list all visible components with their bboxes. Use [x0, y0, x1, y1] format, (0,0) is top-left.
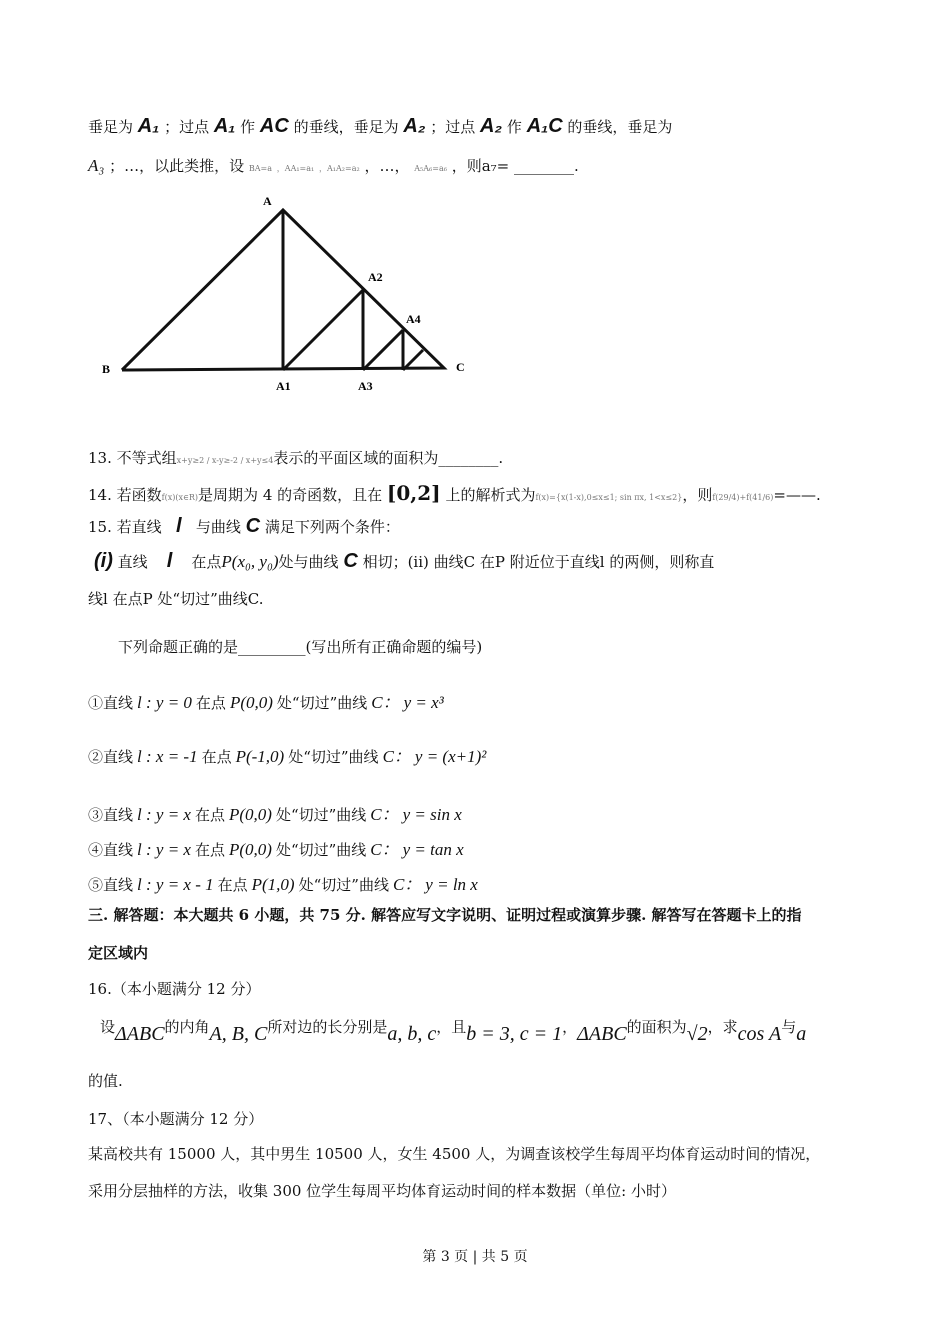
section-heading: 三. 解答题：本大题共 6 小题，共 75 分. 解答应写文字说明、证明过程或演算步骤. 解答写在答题卡上的指	[88, 906, 802, 924]
math: b = 3, c = 1	[466, 1023, 563, 1045]
math: A₁	[213, 115, 236, 137]
text: 设	[100, 1018, 116, 1036]
math-small: BA=a	[248, 164, 273, 173]
text: 直线	[117, 553, 148, 571]
text: 处“切过”曲线	[275, 841, 367, 859]
text: 处“切过”曲线	[288, 748, 379, 766]
math: A₂	[480, 115, 503, 137]
text: 的垂线，垂足为	[567, 118, 673, 136]
text: 处“切过”曲线	[275, 806, 367, 824]
text: ②直线	[88, 748, 134, 766]
text: y = x³	[403, 693, 444, 712]
page-footer: 第 3 页 | 共 5 页	[422, 1249, 528, 1265]
q15-line1	[88, 515, 400, 538]
text: y = sin x	[402, 805, 462, 824]
math: l	[175, 515, 182, 537]
label-c: C	[456, 360, 465, 374]
text: y = ln x	[425, 875, 478, 894]
text: ④直线	[88, 841, 134, 859]
math: ΔABC	[577, 1023, 627, 1045]
math: cos A	[737, 1023, 782, 1045]
math: A, B, C	[209, 1023, 268, 1045]
math-small: ，AA₁=a₁	[276, 164, 315, 173]
label-a: A	[263, 194, 272, 208]
label-a4: A4	[406, 312, 421, 326]
math: C：	[382, 747, 411, 766]
math: C	[343, 550, 358, 572]
text: 在点	[195, 694, 226, 712]
text: ③直线	[88, 806, 134, 824]
text: 的垂线，垂足为	[293, 118, 399, 136]
q15-option	[88, 800, 466, 825]
text: ；过点	[164, 118, 210, 136]
text: =——.	[773, 486, 821, 504]
text: 作	[240, 118, 256, 136]
math-small: A₅A₆=a₆	[414, 164, 447, 173]
math: AC	[259, 115, 289, 137]
math-small: ，A₁A₂=a₂	[319, 164, 360, 173]
text: 在点	[194, 806, 225, 824]
inequality-system: x+y≥2 / x-y≥-2 / x+y≤4	[176, 456, 274, 465]
math-small: f(29/4)+f(41/6)	[712, 493, 774, 502]
text: y = tan x	[402, 840, 464, 859]
text: ①直线	[88, 694, 134, 712]
triangle-figure	[80, 185, 480, 405]
q17-line1: 某高校共有 15000 人，其中男生 10500 人，女生 4500 人，为调查该校学生每周平均体育运动时间的情况，	[88, 1145, 821, 1163]
label-a1: A1	[276, 379, 291, 393]
label-b: B	[102, 362, 111, 376]
text: 处“切过”曲线	[276, 694, 368, 712]
text: 与曲线	[195, 518, 241, 536]
math: l : x = -1	[137, 747, 198, 766]
math: C：	[371, 693, 400, 712]
text: ；…，以此类推，设	[109, 157, 245, 175]
math: C：	[392, 875, 422, 894]
text: 在点	[217, 876, 248, 894]
math: P(-1,0)	[235, 747, 285, 766]
text: ，求	[707, 1018, 738, 1036]
math: A₂	[403, 115, 426, 137]
text: 所对边的长分别是	[267, 1018, 388, 1036]
q13	[88, 447, 503, 468]
text: 上的解析式为	[445, 486, 536, 504]
math: l : y = 0	[137, 693, 192, 712]
q15-option	[88, 835, 468, 860]
q16-title: 16.（本小题满分 12 分）	[88, 980, 261, 998]
q15-option	[88, 688, 448, 713]
math: l : y = x	[137, 805, 191, 824]
math: P(1,0)	[251, 875, 295, 894]
text: ；过点	[430, 118, 476, 136]
q17-line2: 采用分层抽样的方法，收集 300 位学生每周平均体育运动时间的样本数据（单位: 小时）	[88, 1182, 676, 1200]
text: 相切；(ii) 曲线C 在P 附近位于直线l 的两侧，则称直	[362, 553, 715, 571]
text: 在点	[194, 841, 225, 859]
text: ，且	[436, 1018, 467, 1036]
text: 处与曲线	[278, 553, 339, 571]
math: l : y = x	[137, 840, 191, 859]
q15-line2	[94, 550, 714, 573]
math: C：	[370, 840, 399, 859]
text: 13. 不等式组	[88, 449, 177, 467]
math: (i)	[94, 550, 113, 572]
q16-end: 的值.	[88, 1072, 123, 1090]
q12-line1	[88, 115, 672, 138]
text: y = (x+1)²	[414, 747, 487, 766]
math: ΔABC	[115, 1023, 165, 1045]
blank: ________.	[514, 157, 579, 175]
text: 作	[506, 118, 522, 136]
text: ，…，	[364, 157, 410, 175]
q14	[88, 481, 821, 505]
text: 14. 若函数	[88, 486, 162, 504]
text: 的内角	[164, 1018, 210, 1036]
math: √2	[686, 1023, 708, 1045]
math: C	[245, 515, 261, 537]
text: 垂足为	[88, 118, 134, 136]
math: a, b, c	[387, 1023, 437, 1045]
q12-line2	[88, 155, 579, 176]
math: A₁C	[526, 115, 563, 137]
text: 表示的平面区域的面积为________.	[273, 449, 504, 467]
math: l : y = x - 1	[137, 875, 214, 894]
math: [0,2]	[386, 481, 441, 505]
math: C：	[370, 805, 399, 824]
text: 满足下列两个条件：	[264, 518, 400, 536]
math-small: f(x)(x∈R)	[161, 493, 199, 502]
math: l	[166, 550, 173, 572]
math: P(0,0)	[229, 693, 273, 712]
q15-option	[88, 742, 490, 767]
math: a	[796, 1023, 807, 1045]
piecewise-function: f(x)={x(1-x),0≤x≤1; sin πx, 1<x≤2}	[535, 493, 683, 502]
text: ⑤直线	[88, 876, 134, 894]
text: 与	[781, 1018, 797, 1036]
text: 的面积为	[626, 1018, 687, 1036]
text: 在点	[201, 748, 232, 766]
text: 在点	[191, 553, 222, 571]
text: ，则	[682, 486, 713, 504]
math: P(0,0)	[228, 840, 272, 859]
math: P(0,0)	[228, 805, 272, 824]
text: ，则a₇=	[451, 157, 510, 175]
text: 处“切过”曲线	[298, 876, 389, 894]
text: 是周期为 4 的奇函数，且在	[198, 486, 383, 504]
q17-title: 17、（本小题满分 12 分）	[88, 1110, 264, 1128]
q15-line3: 线l 在点P 处“切过”曲线C.	[88, 590, 264, 608]
math: A₃	[88, 156, 105, 175]
section-heading-cont: 定区域内	[88, 944, 149, 962]
text: ，	[562, 1018, 578, 1036]
q16-body	[100, 1015, 807, 1045]
text: 15. 若直线	[88, 518, 162, 536]
q15-prompt: 下列命题正确的是_________(写出所有正确命题的编号)	[118, 638, 483, 656]
q15-option	[88, 870, 482, 895]
label-a3: A3	[358, 379, 373, 393]
math: P(x₀, y₀)	[221, 552, 279, 571]
label-a2: A2	[368, 270, 383, 284]
math: A₁	[137, 115, 160, 137]
